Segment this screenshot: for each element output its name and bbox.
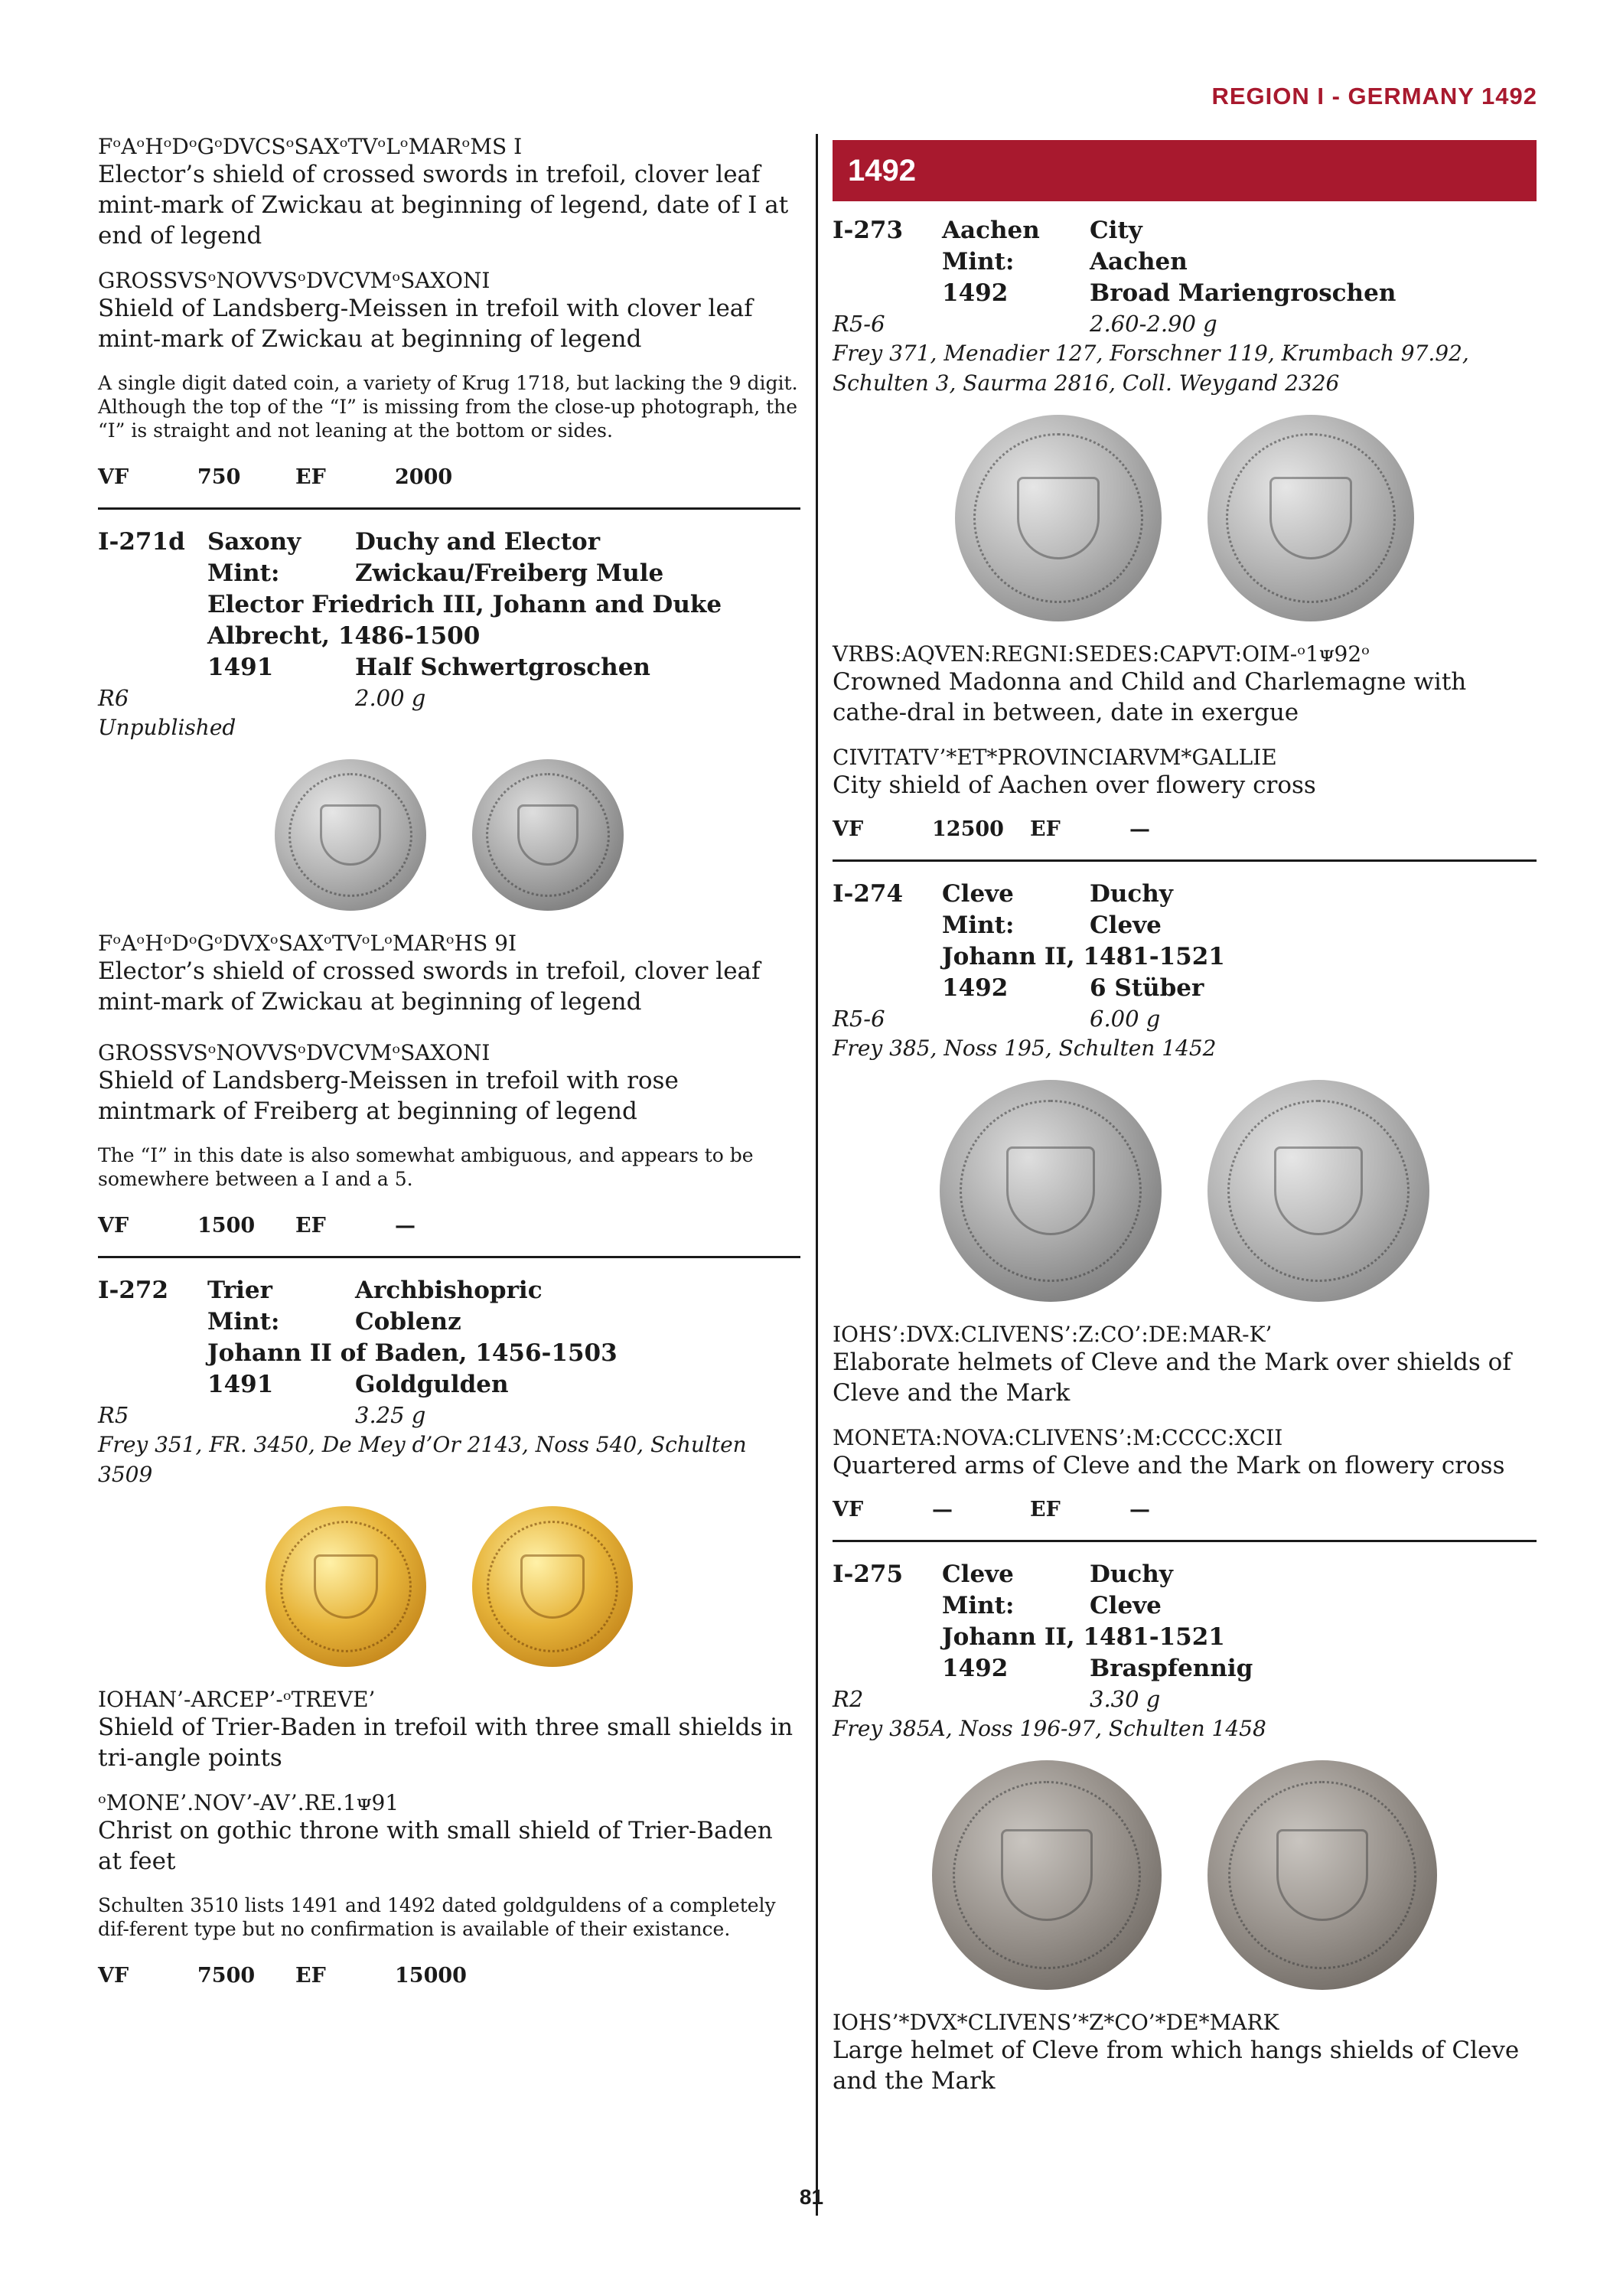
ef-label: EF (295, 1214, 326, 1238)
weight: 3.30 g (1090, 1686, 1161, 1712)
catalog-number: I-273 (833, 217, 904, 244)
obverse-block (833, 1322, 1537, 1408)
coin-images (98, 1506, 800, 1667)
price-row (98, 465, 800, 489)
reverse-block (98, 268, 800, 354)
catalog-entry (833, 879, 1537, 1542)
vf-label: VF (98, 1214, 129, 1238)
reverse-description: Shield of Landsberg-Meissen in trefoil with clover leaf mint-mark of Zwickau at beginning of legend (98, 295, 753, 353)
ruler: Johann II, 1481-1521 (942, 943, 1225, 970)
reverse-description: City shield of Aachen over flowery cross (833, 771, 1316, 799)
weight: 2.60-2.90 g (1090, 311, 1217, 337)
catalog-number: I-272 (98, 1277, 169, 1304)
entry-year: 1492 (942, 279, 1009, 307)
references: Frey 385A, Noss 196-97, Schulten 1458 (833, 1716, 1266, 1741)
entry-year: 1492 (942, 974, 1009, 1002)
ruler: Johann II, 1481-1521 (942, 1623, 1225, 1651)
obverse-coin-image (266, 1506, 426, 1667)
left-column (98, 134, 800, 2006)
catalog-entry (98, 527, 800, 1258)
entry-place: Cleve (942, 1561, 1014, 1588)
catalog-number: I-271d (98, 528, 185, 556)
vf-price: 7500 (197, 1964, 256, 1988)
weight: 3.25 g (355, 1402, 426, 1428)
entry-separator (98, 507, 800, 510)
entry-place: Aachen (942, 217, 1040, 244)
obverse-block (833, 641, 1537, 728)
ef-price: 2000 (395, 465, 453, 489)
obverse-description: Crowned Madonna and Child and Charlemagne with cathe-dral in between, date in exergue (833, 668, 1467, 726)
rarity: R5-6 (833, 1006, 885, 1032)
reverse-block (98, 1790, 800, 1877)
entry-type: Duchy and Elector (355, 528, 601, 556)
vf-price: 1500 (197, 1214, 256, 1238)
reverse-block (833, 1425, 1537, 1481)
price-row (833, 1498, 1537, 1521)
coin-images (833, 415, 1537, 621)
obverse-description: Shield of Trier-Baden in trefoil with three small shields in tri-angle points (98, 1714, 794, 1772)
reverse-block (98, 1040, 800, 1127)
denomination: Half Schwertgroschen (355, 654, 650, 681)
ef-label: EF (295, 465, 326, 489)
reverse-coin-image (1207, 415, 1414, 621)
coin-images (833, 1080, 1537, 1302)
obverse-block (98, 134, 800, 251)
entry-type: Duchy (1090, 1561, 1173, 1588)
vf-label: VF (98, 465, 129, 489)
rarity: R5-6 (833, 311, 885, 337)
obverse-coin-image (955, 415, 1162, 621)
entry-year: 1492 (942, 1655, 1009, 1682)
reverse-block (833, 745, 1537, 801)
price-row (98, 1964, 800, 1988)
references: Frey 385, Noss 195, Schulten 1452 (833, 1035, 1217, 1061)
entry-header (833, 1559, 1537, 1684)
obverse-block (98, 1687, 800, 1773)
rarity-row (833, 309, 1537, 338)
obverse-description: Large helmet of Cleve from which hangs shields of Cleve and the Mark (833, 2037, 1520, 2095)
entry-year: 1491 (207, 654, 274, 681)
obverse-legend: IOHAN’-ARCEP’-ᵒTREVE’ (98, 1687, 376, 1712)
references: Frey 351, FR. 3450, De Mey d’Or 2143, Noss 540, Schulten 3509 (98, 1432, 747, 1487)
mint-name: Coblenz (355, 1308, 461, 1336)
entry-header (833, 215, 1537, 309)
entry-place: Cleve (942, 880, 1014, 908)
entry-type: Duchy (1090, 880, 1173, 908)
reverse-legend: CIVITATV’*ET*PROVINCIARVM*GALLIE (833, 745, 1277, 770)
reverse-coin-image (1207, 1080, 1429, 1302)
entry-place: Saxony (207, 528, 301, 556)
rarity: R6 (98, 685, 129, 711)
catalog-number: I-275 (833, 1561, 904, 1588)
mint-label: Mint: (942, 248, 1015, 276)
entry-header (833, 879, 1537, 1004)
ef-label: EF (1030, 817, 1061, 841)
coin-note: Schulten 3510 lists 1491 and 1492 dated goldguldens of a completely dif-ferent type but no confirmation is available of their existance. (98, 1894, 776, 1940)
reverse-description: Shield of Landsberg-Meissen in trefoil with rose mintmark of Freiberg at beginning of legend (98, 1067, 679, 1125)
reverse-coin-image (472, 759, 624, 911)
rarity-row (98, 683, 800, 713)
mint-label: Mint: (207, 559, 280, 587)
region-header: REGION I - GERMANY 1492 (1211, 83, 1537, 109)
denomination: Braspfennig (1090, 1655, 1253, 1682)
catalog-entry (833, 1559, 1537, 2096)
ef-price: — (1129, 817, 1150, 841)
obverse-description: Elector’s shield of crossed swords in trefoil, clover leaf mint-mark of Zwickau at beginning of legend, date of I at end of legend (98, 161, 789, 249)
coin-note: The “I” in this date is also somewhat ambiguous, and appears to be somewhere between a I and a 5. (98, 1144, 754, 1190)
entry-type: Archbishopric (355, 1277, 543, 1304)
vf-price: 750 (197, 465, 241, 489)
mint-name: Cleve (1090, 912, 1162, 939)
obverse-coin-image (932, 1760, 1162, 1990)
obverse-description: Elaborate helmets of Cleve and the Mark over shields of Cleve and the Mark (833, 1349, 1511, 1407)
rarity-row (833, 1004, 1537, 1033)
obverse-legend: VRBS:AQVEN:REGNI:SEDES:CAPVT:OIM-ᵒ1ᴪ92ᵒ (833, 641, 1370, 667)
references: Unpublished (98, 715, 236, 740)
rarity: R2 (833, 1686, 864, 1712)
ef-price: — (395, 1214, 416, 1238)
reverse-coin-image (1207, 1760, 1437, 1990)
ef-price: — (1129, 1498, 1150, 1521)
entry-separator (833, 1540, 1537, 1542)
denomination: Broad Mariengroschen (1090, 279, 1396, 307)
entry-header (98, 1275, 800, 1401)
obverse-block (98, 931, 800, 1017)
denomination: Goldgulden (355, 1371, 509, 1398)
catalog-entry (833, 215, 1537, 862)
mint-label: Mint: (942, 1592, 1015, 1619)
obverse-coin-image (940, 1080, 1162, 1302)
mint-name: Zwickau/Freiberg Mule (355, 559, 664, 587)
ef-label: EF (295, 1964, 326, 1988)
mint-label: Mint: (942, 912, 1015, 939)
vf-label: VF (833, 817, 864, 841)
catalog-entry (98, 1275, 800, 1988)
column-divider (816, 134, 818, 2216)
reverse-coin-image (472, 1506, 633, 1667)
rarity: R5 (98, 1402, 129, 1428)
ruler: Johann II of Baden, 1456-1503 (207, 1339, 618, 1367)
vf-price: — (932, 1498, 953, 1521)
obverse-coin-image (275, 759, 426, 911)
ruler: Elector Friedrich III, Johann and Duke Albrecht, 1486-1500 (207, 591, 722, 650)
page-number: 81 (799, 2185, 824, 2209)
obverse-description: Elector’s shield of crossed swords in trefoil, clover leaf mint-mark of Zwickau at beginning of legend (98, 957, 761, 1016)
mint-name: Aachen (1090, 248, 1188, 276)
weight: 6.00 g (1090, 1006, 1161, 1032)
obverse-legend: IOHS’*DVX*CLIVENS’*Z*CO’*DE*MARK (833, 2010, 1279, 2035)
reverse-legend: GROSSVSᵒNOVVSᵒDVCVMᵒSAXONI (98, 1040, 490, 1065)
rarity-row (833, 1684, 1537, 1714)
entry-header (98, 527, 800, 683)
obverse-legend: IOHS’:DVX:CLIVENS’:Z:CO’:DE:MAR-K’ (833, 1322, 1273, 1347)
year-banner: 1492 (833, 140, 1537, 201)
reverse-legend: ᵒMONE’.NOV’-AV’.RE.1ᴪ91 (98, 1790, 399, 1815)
entry-separator (833, 859, 1537, 862)
obverse-block (833, 2010, 1537, 2096)
entry-place: Trier (207, 1277, 272, 1304)
ef-price: 15000 (395, 1964, 467, 1988)
right-column (833, 134, 1537, 2113)
reverse-legend: MONETA:NOVA:CLIVENS’:M:CCCC:XCII (833, 1425, 1283, 1450)
weight: 2.00 g (355, 685, 426, 711)
rarity-row (98, 1401, 800, 1430)
denomination: 6 Stüber (1090, 974, 1204, 1002)
obverse-legend: FᵒAᵒHᵒDᵒGᵒDVXᵒSAXᵒTVᵒLᵒMARᵒHS 9I (98, 931, 517, 956)
reverse-description: Quartered arms of Cleve and the Mark on flowery cross (833, 1452, 1505, 1479)
entry-year: 1491 (207, 1371, 274, 1398)
price-row (833, 817, 1537, 841)
reverse-legend: GROSSVSᵒNOVVSᵒDVCVMᵒSAXONI (98, 268, 490, 293)
catalog-number: I-274 (833, 880, 904, 908)
vf-label: VF (98, 1964, 129, 1988)
mint-name: Cleve (1090, 1592, 1162, 1619)
coin-images (833, 1760, 1537, 1990)
mint-label: Mint: (207, 1308, 280, 1336)
vf-label: VF (833, 1498, 864, 1521)
ef-label: EF (1030, 1498, 1061, 1521)
entry-type: City (1090, 217, 1142, 244)
obverse-legend: FᵒAᵒHᵒDᵒGᵒDVCSᵒSAXᵒTVᵒLᵒMARᵒMS I (98, 134, 523, 159)
reverse-description: Christ on gothic throne with small shield of Trier-Baden at feet (98, 1817, 773, 1875)
coin-note: A single digit dated coin, a variety of Krug 1718, but lacking the 9 digit. Although the top of the “I” is missing from the close-up photograph, the “I” is straight and not leaning at the bottom or sides. (98, 372, 798, 442)
price-row (98, 1214, 800, 1238)
vf-price: 12500 (932, 817, 1004, 841)
coin-images (98, 759, 800, 911)
references: Frey 371, Menadier 127, Forschner 119, Krumbach 97.92, Schulten 3, Saurma 2816, Coll. Weygand 2326 (833, 341, 1469, 396)
entry-separator (98, 1256, 800, 1258)
